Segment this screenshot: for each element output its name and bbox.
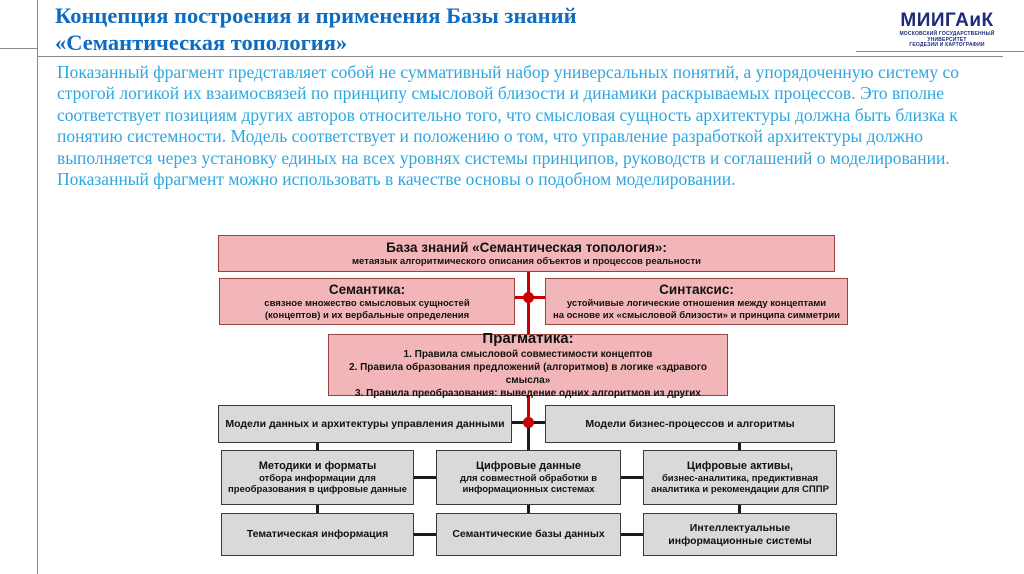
knowledge-base-subtitle: метаязык алгоритмического описания объектов и процессов реальности — [352, 255, 701, 267]
syntax-line1: устойчивые логические отношения между концептами — [566, 298, 827, 309]
methods-line2: преобразования в цифровые данные — [228, 484, 407, 495]
body-paragraph: Показанный фрагмент представляет собой не суммативный набор универсальных понятий, а упорядоченную систему со строгой логикой их взаимосвязей по принципу смысловой близости и динамики раскрываемых процессов. Это вполне соответствует позициям других авторов относительно того, что смысловая сущность архитектуры должна быть близка к понятию системности. Модель соответствует и положению о том, что управление разработкой архитектуры должно выполняется через установку единых на всех уровнях системы принципов, руководств и соглашений о моделировании. Показанный фрагмент можно использовать в качестве основы о подобном моделировании. — [57, 62, 959, 190]
slide-title-line1: Концепция построения и применения Базы знаний — [55, 3, 577, 28]
digital-assets-box — [643, 450, 837, 505]
intelligent-systems-line2: информационные системы — [668, 534, 812, 547]
connector-black-vertical-left-2 — [316, 505, 319, 513]
data-models-title: Модели данных и архитектуры управления данными — [225, 417, 505, 430]
methods-box — [221, 450, 414, 505]
connector-black-vertical-left-1 — [316, 443, 319, 450]
connector-red-vertical-top — [527, 272, 530, 334]
methods-line1: отбора информации для — [259, 472, 376, 484]
semantics-line2: (концептов) и их вербальные определения — [264, 309, 470, 321]
digital-assets-title: Цифровые активы, — [686, 459, 794, 472]
semantic-db-title: Семантические базы данных — [452, 528, 605, 541]
connector-black-vertical-right-1 — [738, 443, 741, 450]
intelligent-systems-box — [643, 513, 837, 556]
slide-title-line2: «Семантическая топология» — [55, 29, 348, 55]
data-models-box — [218, 405, 512, 443]
university-logo — [884, 11, 1010, 49]
business-models-title: Модели бизнес-процессов и алгоритмы — [585, 417, 795, 430]
syntax-line2: на основе их «смысловой близости» и принципа симметрии — [552, 309, 841, 321]
semantic-db-box — [436, 513, 621, 556]
connector-black-horizontal-row3-left — [414, 533, 436, 536]
semantics-line1: связное множество смысловых сущностей — [264, 298, 470, 309]
knowledge-base-title: База знаний «Семантическая топология»: — [386, 239, 667, 255]
connector-black-horizontal-row3-right — [621, 533, 643, 536]
syntax-title: Синтаксис: — [659, 282, 734, 297]
digital-data-title: Цифровые данные — [475, 459, 582, 472]
slide-guide-vertical-line — [37, 0, 38, 574]
connector-black-horizontal-row2-right — [621, 476, 643, 479]
slide-title — [55, 3, 915, 56]
junction-dot-upper — [523, 292, 534, 303]
logo-subtitle-line2: ГЕОДЕЗИИ И КАРТОГРАФИИ — [909, 42, 985, 49]
logo-subtitle-line1: МОСКОВСКИЙ ГОСУДАРСТВЕННЫЙ УНИВЕРСИТЕТ — [899, 31, 995, 43]
logo-text: МИИГАиК — [900, 10, 994, 31]
slide-guide-left-horizontal-line — [0, 48, 37, 49]
pragmatics-rule-3: 3. Правила преобразования: выведение одних алгоритмов из других — [354, 388, 701, 400]
pragmatics-rule-1: 1. Правила смысловой совместимости концептов — [403, 348, 653, 360]
methods-title: Методики и форматы — [258, 459, 377, 472]
connector-black-horizontal-row2-left — [414, 476, 436, 479]
connector-black-vertical-right-2 — [738, 505, 741, 513]
connector-black-vertical-center-2 — [527, 505, 530, 513]
business-models-box — [545, 405, 835, 443]
digital-data-line2: информационных системах — [462, 484, 595, 495]
semantics-box — [219, 278, 515, 325]
digital-data-line1: для совместной обработки в — [459, 472, 598, 484]
intelligent-systems-line1: Интеллектуальные — [689, 522, 791, 534]
thematic-info-box — [221, 513, 414, 556]
semantics-title: Семантика: — [328, 282, 406, 297]
syntax-box — [545, 278, 848, 325]
pragmatics-title: Прагматика: — [482, 329, 574, 347]
digital-data-box — [436, 450, 621, 505]
digital-assets-line1: бизнес-аналитика, предиктивная — [661, 472, 819, 484]
pragmatics-rule-2: 2. Правила образования предложений (алгоритмов) в логике «здравого смысла» — [348, 361, 708, 386]
digital-assets-line2: аналитика и рекомендации для СППР — [651, 484, 829, 495]
knowledge-base-box — [218, 235, 835, 272]
title-underline — [37, 56, 1003, 57]
thematic-info-title: Тематическая информация — [246, 528, 389, 541]
pragmatics-box — [328, 329, 728, 400]
junction-dot-lower — [523, 417, 534, 428]
